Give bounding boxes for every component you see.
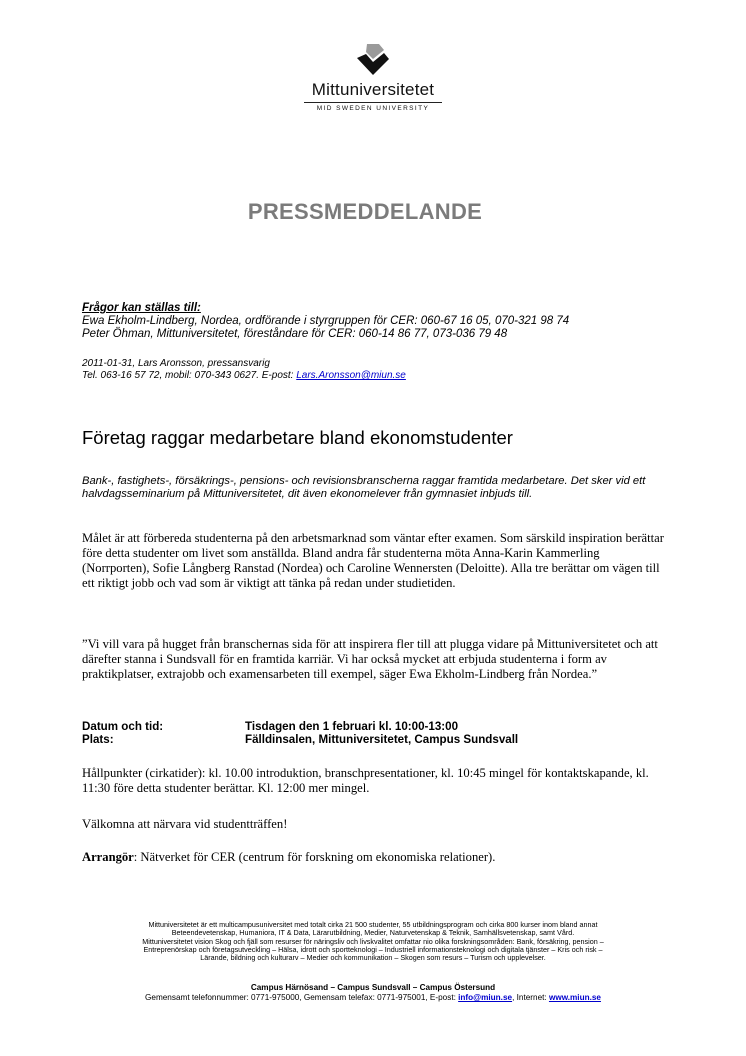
footer-contact-line (0, 993, 746, 1003)
event-date-label: Datum och tid: (82, 720, 164, 733)
organizer-text: : Nätverket för CER (centrum för forskning om ekonomiska relationer). (133, 850, 496, 864)
footer-website-link[interactable]: www.miun.se (548, 993, 601, 1002)
logo (0, 42, 746, 112)
logo-subtitle: MID SWEDEN UNIVERSITY (316, 105, 430, 112)
schedule-paragraph: Hållpunkter (cirkatider): kl. 10.00 introduktion, branschpresentationer, kl. 10:45 mingel för kontaktskapande, kl. 11:30 före detta studenter berättar. Kl. 12:00 mer mingel. (82, 766, 649, 795)
welcome-paragraph: Välkomna att närvara vid studentträffen! (82, 817, 288, 831)
press-email-link[interactable]: Lars.Aronsson@miun.se (296, 370, 406, 381)
footer-email-link[interactable]: info@miun.se (458, 993, 513, 1002)
footer-line: Mittuniversitetet vision Skog och fjäll som resurser för näringsliv och livskvalitet omfattar nio olika forskningsområden: Bank, försäkring, pension – (142, 936, 604, 946)
article-title: Företag raggar medarbetare bland ekonomstudenter (82, 427, 513, 448)
event-date-value: Tisdagen den 1 februari kl. 10:00-13:00 (245, 720, 459, 733)
event-place-value: Fälldinsalen, Mittuniversitetet, Campus Sundsvall (245, 733, 519, 746)
event-details (82, 720, 518, 746)
organizer-paragraph (82, 850, 667, 865)
contact-line: Peter Öhman, Mittuniversitetet, föreståndare för CER: 060-14 86 77, 073-036 79 48 (82, 328, 508, 340)
footer-line: Beteendevetenskap, Humaniora, IT & Data, Lärarutbildning, Medier, Naturvetenskap & Teknik, Samhällsvetenskap, samt Vård. (171, 928, 575, 938)
contacts-header: Frågor kan ställas till: (82, 302, 201, 314)
article-quote: ”Vi vill vara på hugget från branschernas sida för att inspirera fler till att plugga vidare på Mittuniversitetet och att därefter stanna i Sundsvall för en framtida karriär. Vi har också mycket att erbjuda studenterna i form av praktikplatser, extrajobb och examensarbeten till exempel, säger Ewa Ekholm-Lindberg från Nordea.” (82, 637, 658, 681)
footer-line: Entreprenörskap och företagsutveckling – Hälsa, idrott och sportteknologi – Industriell informationsteknologi och digitala tjänster – Kris och risk – (143, 944, 603, 954)
footer-campuses: Campus Härnösand – Campus Sundsvall – Campus Östersund (250, 983, 496, 992)
event-date-row (82, 720, 518, 733)
logo-divider (304, 102, 442, 103)
footer-contact (0, 983, 746, 1003)
footer-line: Lärande, bildning och kulturarv – Medier och kommunikation – Skogen som resurs – Turism och upplevelser. (200, 953, 546, 963)
article-paragraph: Målet är att förbereda studenterna på den arbetsmarknad som väntar efter examen. Som särskild inspiration berättar före detta studenter om livet som anställda. Bland andra får studenterna möta Anna-Karin Kammerling (Norrporten), Sofie Långberg Ranstad (Nordea) och Caroline Wennersten (Deloitte). Alla tre berättar om vägen till ett riktigt jobb och vad som är viktigt att tänka på redan under studietiden. (82, 531, 664, 590)
logo-name: Mittuniversitetet (311, 80, 435, 99)
press-phone-line (82, 370, 682, 382)
article-lead: Bank-, fastighets-, försäkrings-, pensions- och revisionsbranscherna raggar framtida medarbetare. Det sker vid ett halvdagsseminarium på Mittuniversitetet, dit även ekonomelever från gymnasiet inbjuds till. (82, 475, 646, 500)
mid-sweden-university-logo-icon (353, 42, 393, 78)
press-contact (82, 358, 682, 382)
footer-phone-text: Gemensamt telefonnummer: 0771-975000, Gemensam telefax: 0771-975001, E-post: (145, 993, 459, 1002)
footer-internet-text: , Internet: (512, 993, 549, 1002)
event-place-label: Plats: (82, 733, 114, 746)
event-place-row (82, 733, 518, 746)
footer-line: Mittuniversitetet är ett multicampusuniversitet med totalt cirka 21 500 studenter, 55 utbildningsprogram och cirka 800 kurser inom bland annat (148, 920, 598, 929)
press-date-line: 2011-01-31, Lars Aronsson, pressansvarig (82, 358, 270, 369)
organizer-label: Arrangör (82, 850, 134, 864)
page-heading: PRESSMEDDELANDE (247, 199, 483, 224)
contact-line: Ewa Ekholm-Lindberg, Nordea, ordförande i styrgruppen för CER: 060-67 16 05, 070-321 98 74 (82, 315, 570, 327)
footer-info (0, 921, 746, 962)
contacts-block (82, 302, 682, 341)
press-phone-text: Tel. 063-16 57 72, mobil: 070-343 0627. E-post: (82, 370, 297, 381)
